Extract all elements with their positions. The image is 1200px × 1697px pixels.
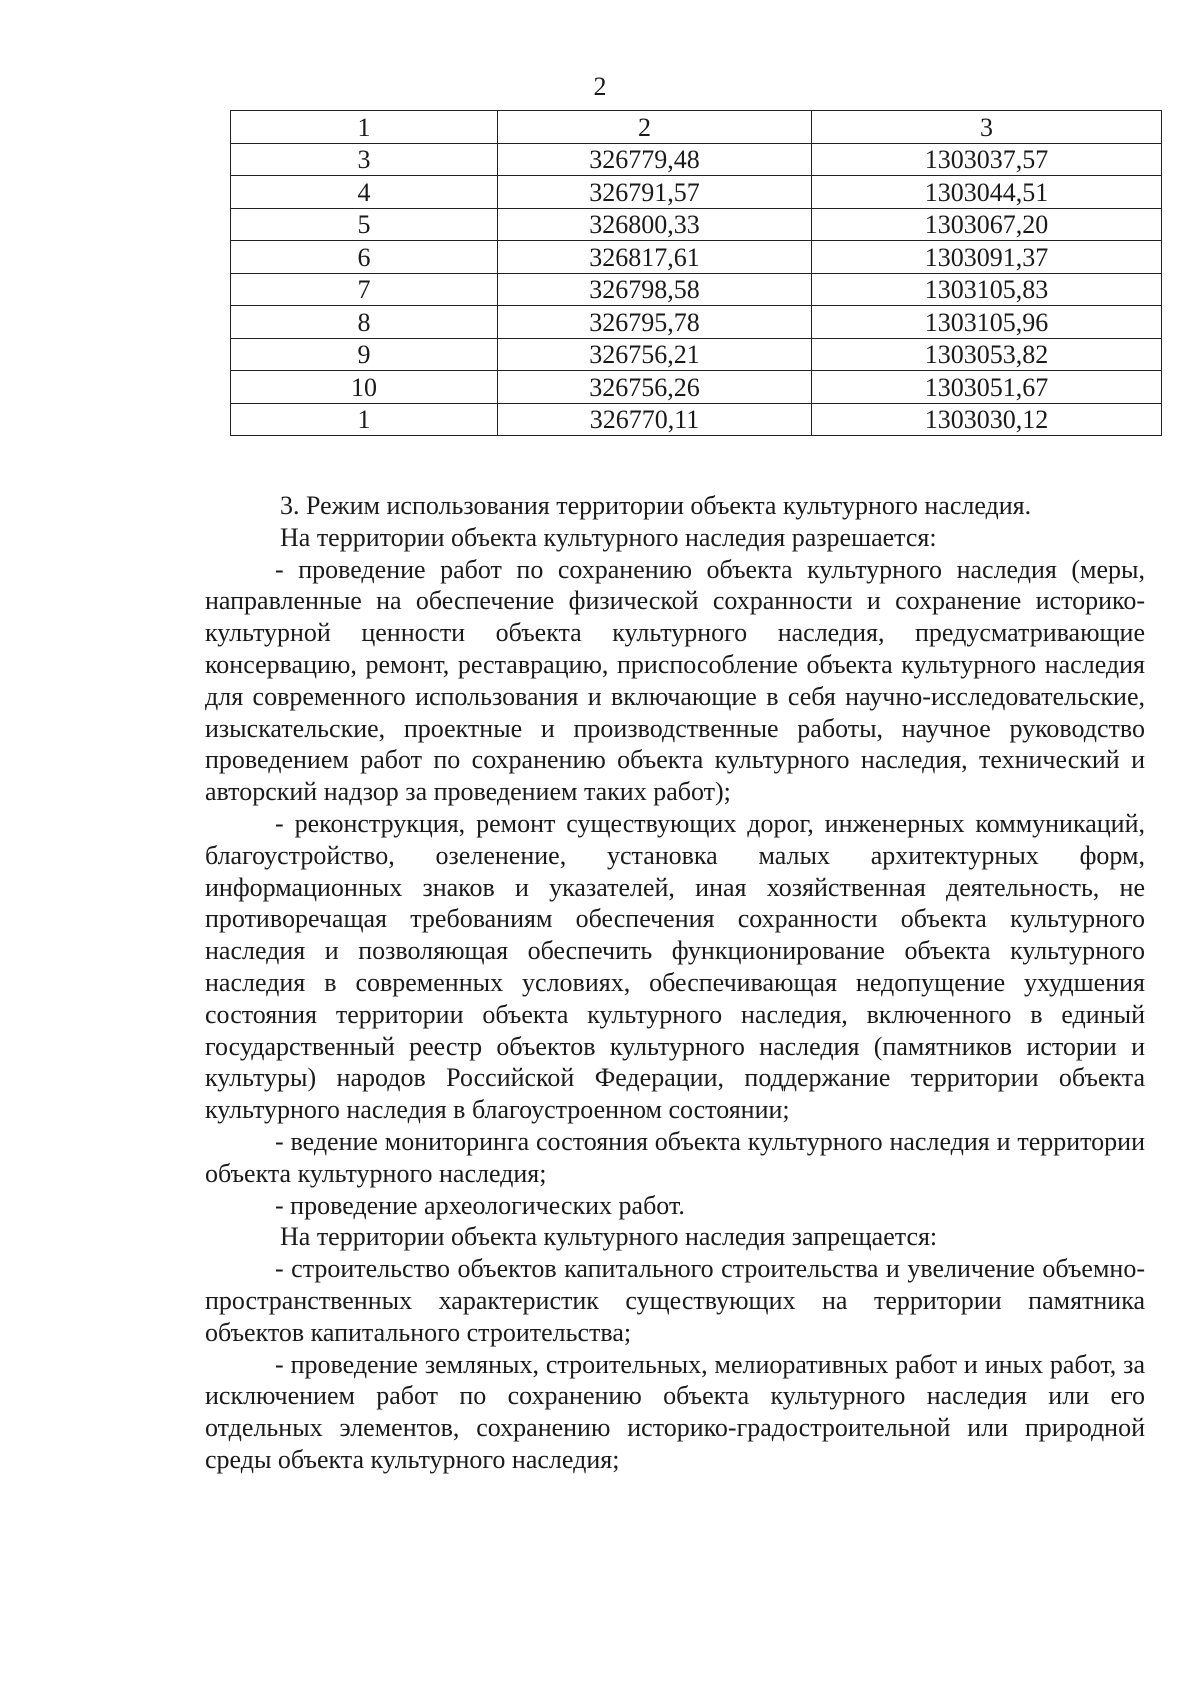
table-row [231,143,1162,176]
x-coordinate-cell: 326798,58 [498,273,812,306]
table-row [231,208,1162,241]
permitted-item-monitoring: - ведение мониторинга состояния объекта культурного наследия и территории объекта культурного наследия; [205,1126,1145,1188]
x-coordinate-cell: 326795,78 [498,306,812,339]
prohibited-item-construction: - строительство объектов капитального строительства и увеличение объемно-пространственных характеристик существующих на территории памятника объектов капитального строительства; [205,1254,1145,1347]
x-coordinate-cell: 326756,21 [498,338,812,371]
y-coordinate-cell: 1303053,82 [812,338,1162,371]
document-body [205,490,1145,1476]
permitted-item-preservation: - проведение работ по сохранению объекта культурного наследия (меры, направленные на обеспечение физической сохранности и сохранение историко-культурной ценности объекта культурного наследия, предусматривающие консервацию, ремонт, реставрацию, приспособление объекта культурного наследия для современного использования и включающие в себя научно-исследовательские, изыскательские, проектные и производственные работы, научное руководство проведением работ по сохранению объекта культурного наследия, технический и авторский надзор за проведением таких работ); [205,554,1145,807]
prohibited-intro: На территории объекта культурного наследия запрещается: [280,1222,938,1252]
table-row [231,273,1162,306]
table-row [231,176,1162,209]
point-number-cell: 9 [231,338,498,371]
prohibited-item-earthworks: - проведение земляных, строительных, мелиоративных работ и иных работ, за исключением работ по сохранению объекта культурного наследия или его отдельных элементов, сохранению историко-градостроительной или природной среды объекта культурного наследия; [205,1349,1145,1474]
y-coordinate-cell: 1303037,57 [812,143,1162,176]
section-heading: 3. Режим использования территории объекта культурного наследия. [280,491,1032,520]
point-number-cell: 6 [231,241,498,274]
y-coordinate-cell: 1303105,96 [812,306,1162,339]
y-coordinate-cell: 1303051,67 [812,371,1162,404]
y-coordinate-cell: 1303067,20 [812,208,1162,241]
x-coordinate-cell: 326791,57 [498,176,812,209]
point-number-cell: 4 [231,176,498,209]
point-number-cell: 7 [231,273,498,306]
point-number-cell: 10 [231,371,498,404]
point-number-cell: 3 [231,143,498,176]
y-coordinate-cell: 1303030,12 [812,403,1162,436]
table-header-cell: 1 [231,111,498,144]
point-number-cell: 5 [231,208,498,241]
y-coordinate-cell: 1303105,83 [812,273,1162,306]
permitted-item-reconstruction: - реконструкция, ремонт существующих дорог, инженерных коммуникаций, благоустройство, озеленение, установка малых архитектурных форм, информационных знаков и указателей, иная хозяйственная деятельность, не противоречащая требованиям обеспечения сохранности объекта культурного наследия и позволяющая обеспечить функционирование объекта культурного наследия в современных условиях, обеспечивающая недопущение ухудшения состояния территории объекта культурного наследия, включенного в единый государственный реестр объектов культурного наследия (памятников истории и культуры) народов Российской Федерации, поддержание территории объекта культурного наследия в благоустроенном состоянии; [205,808,1145,1125]
x-coordinate-cell: 326779,48 [498,143,812,176]
point-number-cell: 1 [231,403,498,436]
permitted-intro: На территории объекта культурного наследия разрешается: [280,522,937,552]
table-row [231,306,1162,339]
table-header-cell: 3 [812,111,1162,144]
x-coordinate-cell: 326770,11 [498,403,812,436]
table-row [231,338,1162,371]
permitted-item-archaeology: - проведение археологических работ. [275,1190,685,1220]
page-number: 2 [593,72,607,101]
x-coordinate-cell: 326800,33 [498,208,812,241]
table-row [231,241,1162,274]
y-coordinate-cell: 1303044,51 [812,176,1162,209]
table-header-row [231,111,1162,144]
table-header-cell: 2 [498,111,812,144]
table-row [231,403,1162,436]
point-number-cell: 8 [231,306,498,339]
x-coordinate-cell: 326756,26 [498,371,812,404]
table-row [231,371,1162,404]
y-coordinate-cell: 1303091,37 [812,241,1162,274]
coordinates-table [230,110,1162,436]
x-coordinate-cell: 326817,61 [498,241,812,274]
